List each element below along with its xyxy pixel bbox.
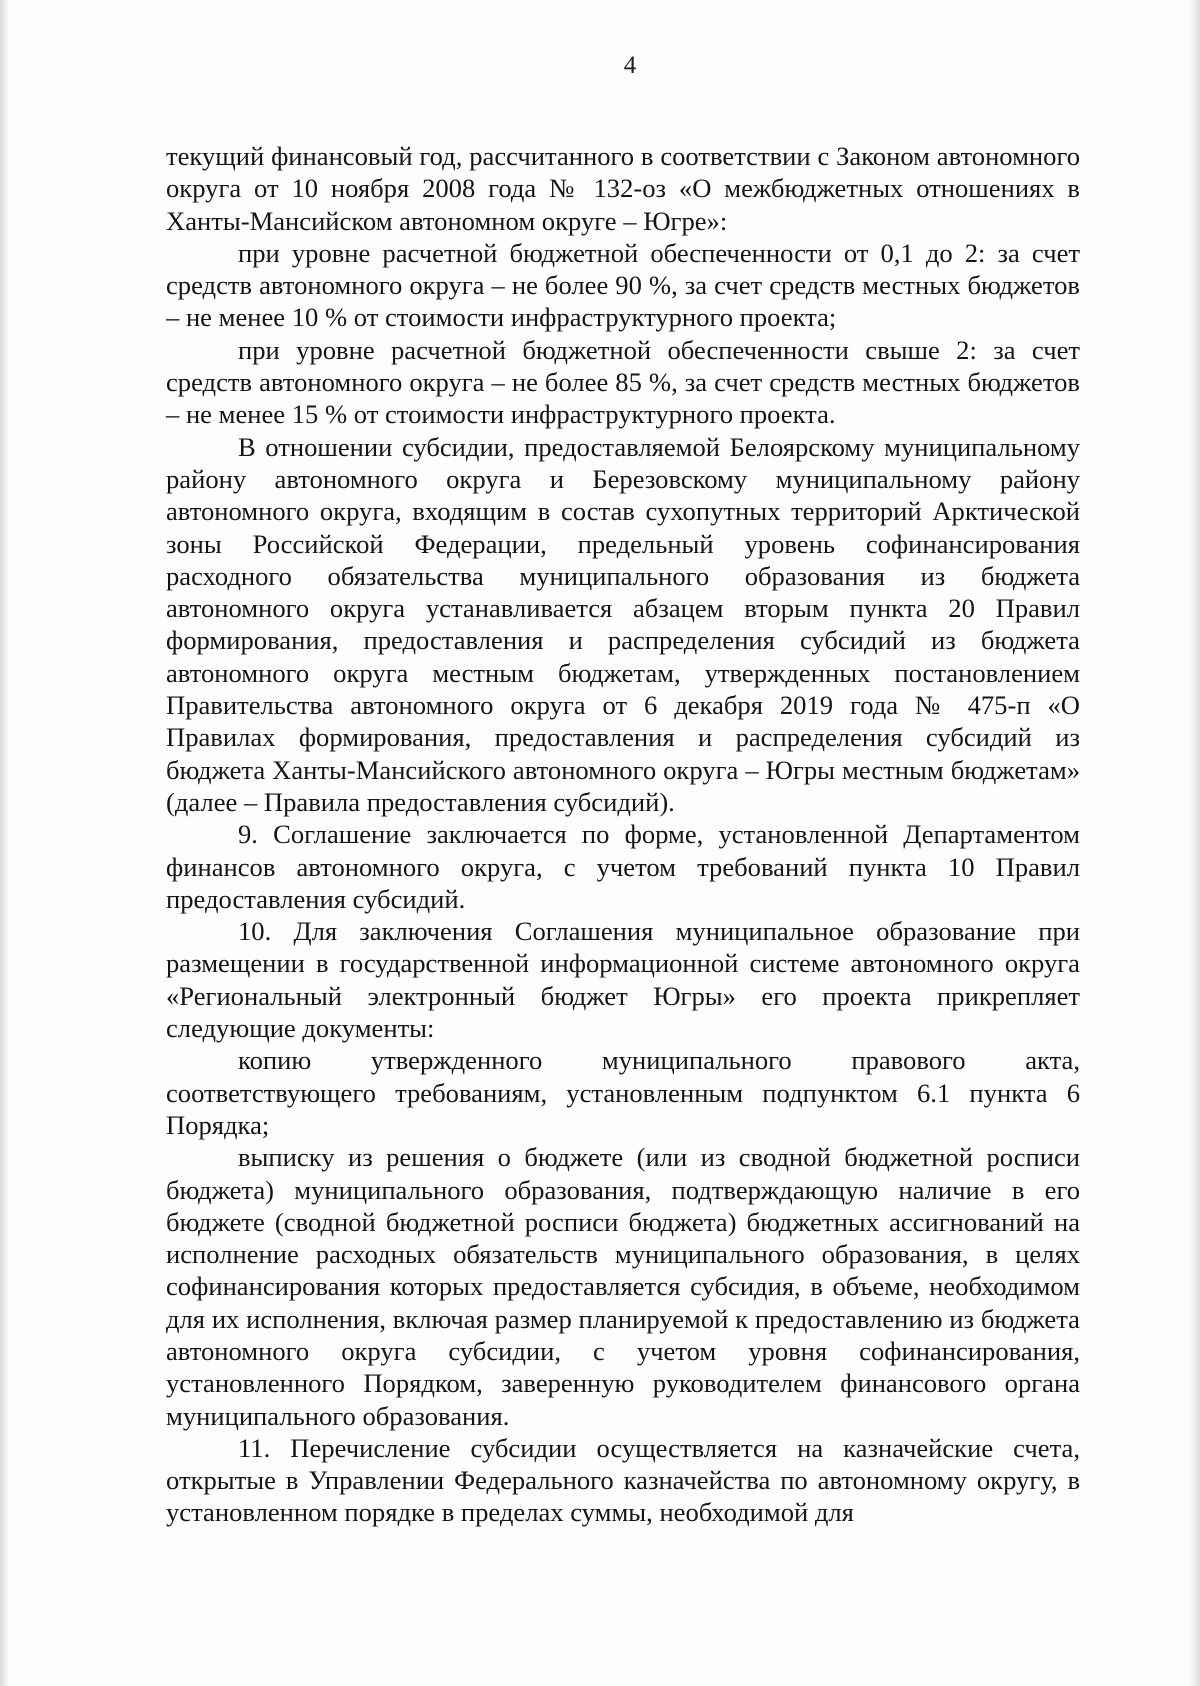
- paragraph-legal-act-copy: копию утвержденного муниципального правового акта, соответствующего требованиям, установленным подпунктом 6.1 пункта 6 Порядка;: [166, 1045, 1080, 1140]
- document-body: [166, 140, 1080, 1529]
- paragraph-rate-above-2: при уровне расчетной бюджетной обеспеченности свыше 2: за счет средств автономного округа – не более 85 %, за счет средств местных бюджетов – не менее 15 % от стоимости инфраструктурного проекта.: [166, 334, 1080, 430]
- paragraph-continuation: текущий финансовый год, рассчитанного в соответствии с Законом автономного округа от 10 ноября 2008 года № 132-оз «О межбюджетных отношениях в Ханты-Мансийском автономном округе – Югре»:: [166, 141, 1080, 236]
- scan-edge-right: [1188, 0, 1200, 1686]
- paragraph-arctic-zone: В отношении субсидии, предоставляемой Белоярскому муниципальному району автономного округа и Березовскому муниципальному району автономного округа, входящим в состав сухопутных территорий Арктической зоны Российской Федерации, предельный уровень софинансирования расходного обязательства муниципального образования из бюджета автономного округа устанавливается абзацем вторым пункта 20 Правил формирования, предоставления и распределения субсидий из бюджета автономного округа местным бюджетам, утвержденных постановлением Правительства автономного округа от 6 декабря 2019 года № 475-п «О Правилах формирования, предоставления и распределения субсидий из бюджета Ханты-Мансийского автономного округа – Югры местным бюджетам» (далее – Правила предоставления субсидий).: [166, 431, 1080, 817]
- page-number: 4: [623, 52, 637, 79]
- paragraph-clause-10: 10. Для заключения Соглашения муниципальное образование при размещении в государственной информационной системе автономного округа «Региональный электронный бюджет Югры» его проекта прикрепляет следующие документы:: [166, 916, 1080, 1044]
- paragraph-budget-extract: выписку из решения о бюджете (или из сводной бюджетной росписи бюджета) муниципального образования, подтверждающую наличие в его бюджете (сводной бюджетной росписи бюджета) бюджетных ассигнований на исполнение расходных обязательств муниципального образования, в целях софинансирования которых предоставляется субсидия, в объеме, необходимом для их исполнения, включая размер планируемой к предоставлению из бюджета автономного округа субсидии, с учетом уровня софинансирования, установленного Порядком, заверенную руководителем финансового органа муниципального образования.: [166, 1142, 1080, 1431]
- scan-edge-left: [0, 0, 10, 1686]
- paragraph-clause-11: 11. Перечисление субсидии осуществляется на казначейские счета, открытые в Управлении Федерального казначейства по автономному округу, в установленном порядке в пределах суммы, необходимой для: [166, 1432, 1080, 1528]
- paragraph-clause-9: 9. Соглашение заключается по форме, установленной Департаментом финансов автономного округа, с учетом требований пункта 10 Правил предоставления субсидий.: [166, 819, 1080, 914]
- paragraph-rate-up-to-2: при уровне расчетной бюджетной обеспеченности от 0,1 до 2: за счет средств автономного округа – не более 90 %, за счет средств местных бюджетов – не менее 10 % от стоимости инфраструктурного проекта;: [166, 237, 1080, 333]
